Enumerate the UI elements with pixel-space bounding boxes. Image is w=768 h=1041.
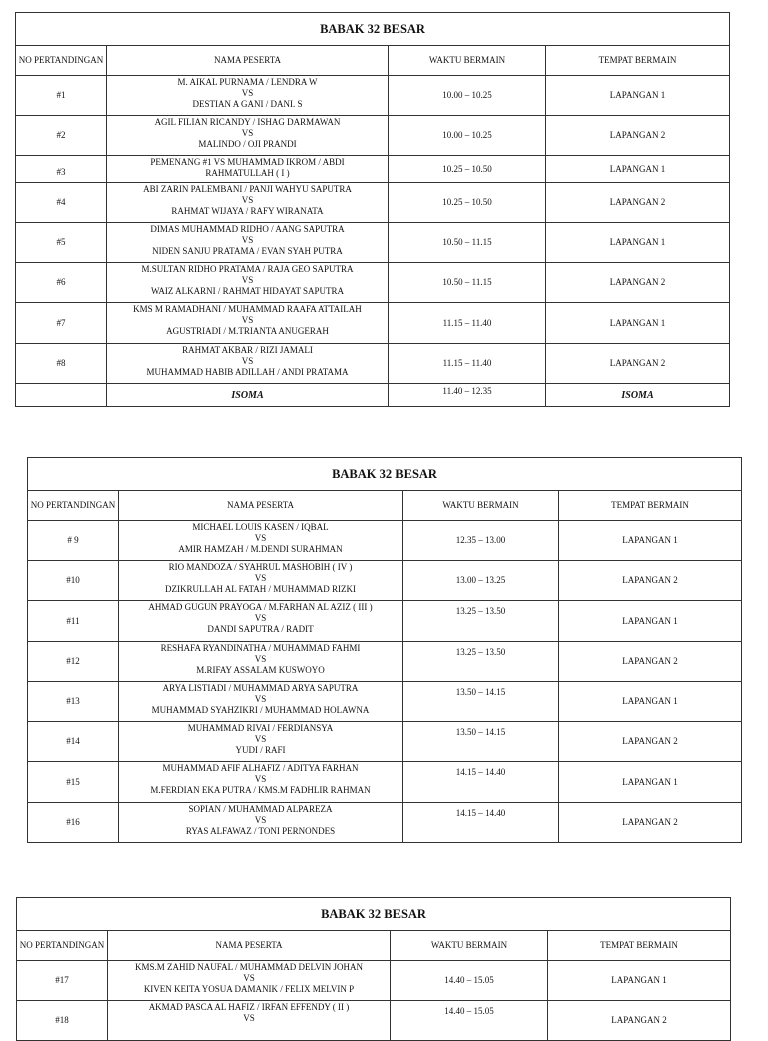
match-time: 13.00 – 13.25 [403,561,559,601]
match-court: LAPANGAN 2 [559,561,742,601]
match-court: LAPANGAN 2 [546,116,730,156]
vs-label: VS [254,815,267,825]
match-no: #4 [16,183,107,223]
header-name: NAMA PESERTA [108,931,391,961]
team-1: RIO MANDOZA / SYAHRUL MASHOBIH ( IV ) [168,562,353,572]
match-court: LAPANGAN 2 [546,263,730,303]
match-court: LAPANGAN 1 [559,762,742,803]
match-no: #16 [28,803,119,843]
match-no: #11 [28,601,119,642]
match-court: LAPANGAN 1 [559,521,742,561]
match-time: 10.00 – 10.25 [389,76,546,116]
table-row [16,116,730,156]
match-court: LAPANGAN 2 [559,803,742,843]
break-no [16,384,107,407]
match-time: 14.40 – 15.05 [391,1001,548,1041]
team-2: DESTIAN A GANI / DANI. S [192,99,303,109]
match-players [107,223,389,263]
vs-label: VS [254,694,267,704]
match-time: 13.25 – 13.50 [403,642,559,682]
match-players [119,561,403,601]
table-row [16,156,730,183]
match-time: 13.50 – 14.15 [403,682,559,722]
table-row [28,601,742,642]
team-1: ABI ZARIN PALEMBANI / PANJI WAHYU SAPUTRA [143,184,352,194]
match-time: 14.15 – 14.40 [403,803,559,843]
header-court: TEMPAT BERMAIN [546,46,730,76]
match-players [119,601,403,642]
vs-label: VS [254,774,267,784]
match-players [108,1001,391,1041]
vs-label: VS [254,533,267,543]
vs-label: VS [254,613,267,623]
team-1: KMS M RAMADHANI / MUHAMMAD RAAFA ATTAILAH [133,304,362,314]
vs-label: VS [254,573,267,583]
match-players [119,521,403,561]
break-time: 11.40 – 12.35 [389,384,546,407]
match-no: #18 [17,1001,108,1041]
schedule-table-3 [16,897,731,1041]
team-1: RESHAFA RYANDINATHA / MUHAMMAD FAHMI [160,643,361,653]
match-court: LAPANGAN 1 [546,156,730,183]
match-time: 11.15 – 11.40 [389,344,546,384]
team-2: MALINDO / OJI PRANDI [198,139,297,149]
vs-label: VS [254,654,267,664]
table-row [16,344,730,384]
match-players [119,762,403,803]
match-time: 13.50 – 14.15 [403,722,559,762]
vs-label: VS [241,275,254,285]
match-no: #14 [28,722,119,762]
match-court: LAPANGAN 2 [559,722,742,762]
header-time: WAKTU BERMAIN [403,491,559,521]
table-title: BABAK 32 BESAR [16,13,730,46]
match-no: #6 [16,263,107,303]
match-players [119,803,403,843]
team-1: AGIL FILIAN RICANDY / ISHAG DARMAWAN [154,117,341,127]
vs-label: VS [241,88,254,98]
schedule-table-1 [15,12,730,407]
match-court: LAPANGAN 1 [559,601,742,642]
match-time: 10.25 – 10.50 [389,156,546,183]
schedule-table-2 [27,457,742,843]
team-2: NIDEN SANJU PRATAMA / EVAN SYAH PUTRA [152,246,343,256]
team-1: AHMAD GUGUN PRAYOGA / M.FARHAN AL AZIZ ( III ) [148,602,373,612]
table-row [17,1001,731,1041]
match-time: 13.25 – 13.50 [403,601,559,642]
header-time: WAKTU BERMAIN [389,46,546,76]
table-row [28,561,742,601]
vs-label: VS [241,315,254,325]
team-1-cont: RAHMATULLAH ( I ) [205,168,290,178]
team-1: MUHAMMAD RIVAI / FERDIANSYA [187,723,334,733]
match-players [119,722,403,762]
team-2: DZIKRULLAH AL FATAH / MUHAMMAD RIZKI [164,584,357,594]
match-players [119,642,403,682]
match-no: #8 [16,344,107,384]
header-name: NAMA PESERTA [119,491,403,521]
match-players [107,76,389,116]
match-time: 11.15 – 11.40 [389,303,546,344]
match-time: 14.15 – 14.40 [403,762,559,803]
table-row [16,76,730,116]
match-players [119,682,403,722]
table-title: BABAK 32 BESAR [28,458,742,491]
match-no: #17 [17,961,108,1001]
match-no: # 9 [28,521,119,561]
match-time: 10.50 – 11.15 [389,223,546,263]
table-row [16,183,730,223]
team-2: M.FERDIAN EKA PUTRA / KMS.M FADHLIR RAHMAN [150,785,371,795]
team-2: RAHMAT WIJAYA / RAFY WIRANATA [171,206,324,216]
match-time: 12.35 – 13.00 [403,521,559,561]
table-row [28,642,742,682]
match-court: LAPANGAN 2 [559,642,742,682]
table-row [17,961,731,1001]
team-1: MICHAEL LOUIS KASEN / IQBAL [192,522,329,532]
team-1: AKMAD PASCA AL HAFIZ / IRFAN EFFENDY ( II ) [148,1002,350,1012]
break-row [16,384,730,407]
table-row [16,263,730,303]
match-time: 10.25 – 10.50 [389,183,546,223]
table-row [28,682,742,722]
match-players [107,344,389,384]
header-name: NAMA PESERTA [107,46,389,76]
header-no: NO PERTANDINGAN [16,46,107,76]
team-2: YUDI / RAFI [235,745,286,755]
match-no: #15 [28,762,119,803]
team-2: AMIR HAMZAH / M.DENDI SURAHMAN [178,544,343,554]
match-players [108,961,391,1001]
team-1: SOPIAN / MUHAMMAD ALPAREZA [188,804,333,814]
match-no: #1 [16,76,107,116]
team-1: MUHAMMAD AFIF ALHAFIZ / ADITYA FARHAN [162,763,359,773]
table-title: BABAK 32 BESAR [17,898,731,931]
header-no: NO PERTANDINGAN [17,931,108,961]
vs-label: VS [243,973,255,983]
header-court: TEMPAT BERMAIN [548,931,731,961]
vs-label: VS [241,195,254,205]
match-time: 14.40 – 15.05 [391,961,548,1001]
table-row [16,223,730,263]
match-court: LAPANGAN 1 [546,76,730,116]
match-no: #5 [16,223,107,263]
table-row [16,303,730,344]
team-1: M. AIKAL PURNAMA / LENDRA W [177,77,318,87]
vs-label: VS [241,128,254,138]
match-time: 10.00 – 10.25 [389,116,546,156]
match-players [107,263,389,303]
match-no: #2 [16,116,107,156]
table-row [28,762,742,803]
break-label: ISOMA [107,384,389,407]
vs-label: VS [241,235,254,245]
match-no: #10 [28,561,119,601]
match-court: LAPANGAN 2 [546,183,730,223]
break-court: ISOMA [546,384,730,407]
match-no: #7 [16,303,107,344]
table-row [28,722,742,762]
match-players [107,156,389,183]
match-players [107,116,389,156]
match-players [107,303,389,344]
team-2: M.RIFAY ASSALAM KUSWOYO [196,665,325,675]
team-1: DIMAS MUHAMMAD RIDHO / AANG SAPUTRA [150,224,345,234]
match-court: LAPANGAN 1 [546,223,730,263]
team-1: ARYA LISTIADI / MUHAMMAD ARYA SAPUTRA [162,683,359,693]
team-1: PEMENANG #1 VS MUHAMMAD IKROM / ABDI [150,157,345,167]
header-no: NO PERTANDINGAN [28,491,119,521]
match-court: LAPANGAN 1 [559,682,742,722]
team-2: MUHAMMAD HABIB ADILLAH / ANDI PRATAMA [146,367,349,377]
team-2: AGUSTRIADI / M.TRIANTA ANUGERAH [166,326,329,336]
match-court: LAPANGAN 1 [546,303,730,344]
team-2: KIVEN KEITA YOSUA DAMANIK / FELIX MELVIN P [143,984,355,994]
match-no: #3 [16,156,107,183]
match-no: #12 [28,642,119,682]
team-1: M.SULTAN RIDHO PRATAMA / RAJA GEO SAPUTRA [141,264,354,274]
vs-label: VS [241,356,254,366]
team-2: WAIZ ALKARNI / RAHMAT HIDAYAT SAPUTRA [150,286,345,296]
match-court: LAPANGAN 2 [546,344,730,384]
table-row [28,803,742,843]
team-2: MUHAMMAD SYAHZIKRI / MUHAMMAD HOLAWNA [151,705,370,715]
match-court: LAPANGAN 1 [548,961,731,1001]
match-time: 10.50 – 11.15 [389,263,546,303]
team-2: RYAS ALFAWAZ / TONI PERNONDES [185,826,336,836]
vs-label: VS [243,1013,255,1023]
team-1: RAHMAT AKBAR / RIZI JAMALI [182,345,313,355]
match-players [107,183,389,223]
team-2: DANDI SAPUTRA / RADIT [207,624,314,634]
match-no: #13 [28,682,119,722]
header-court: TEMPAT BERMAIN [559,491,742,521]
vs-label: VS [254,734,267,744]
table-row [28,521,742,561]
header-time: WAKTU BERMAIN [391,931,548,961]
match-court: LAPANGAN 2 [548,1001,731,1041]
team-1: KMS.M ZAHID NAUFAL / MUHAMMAD DELVIN JOHAN [135,962,363,972]
